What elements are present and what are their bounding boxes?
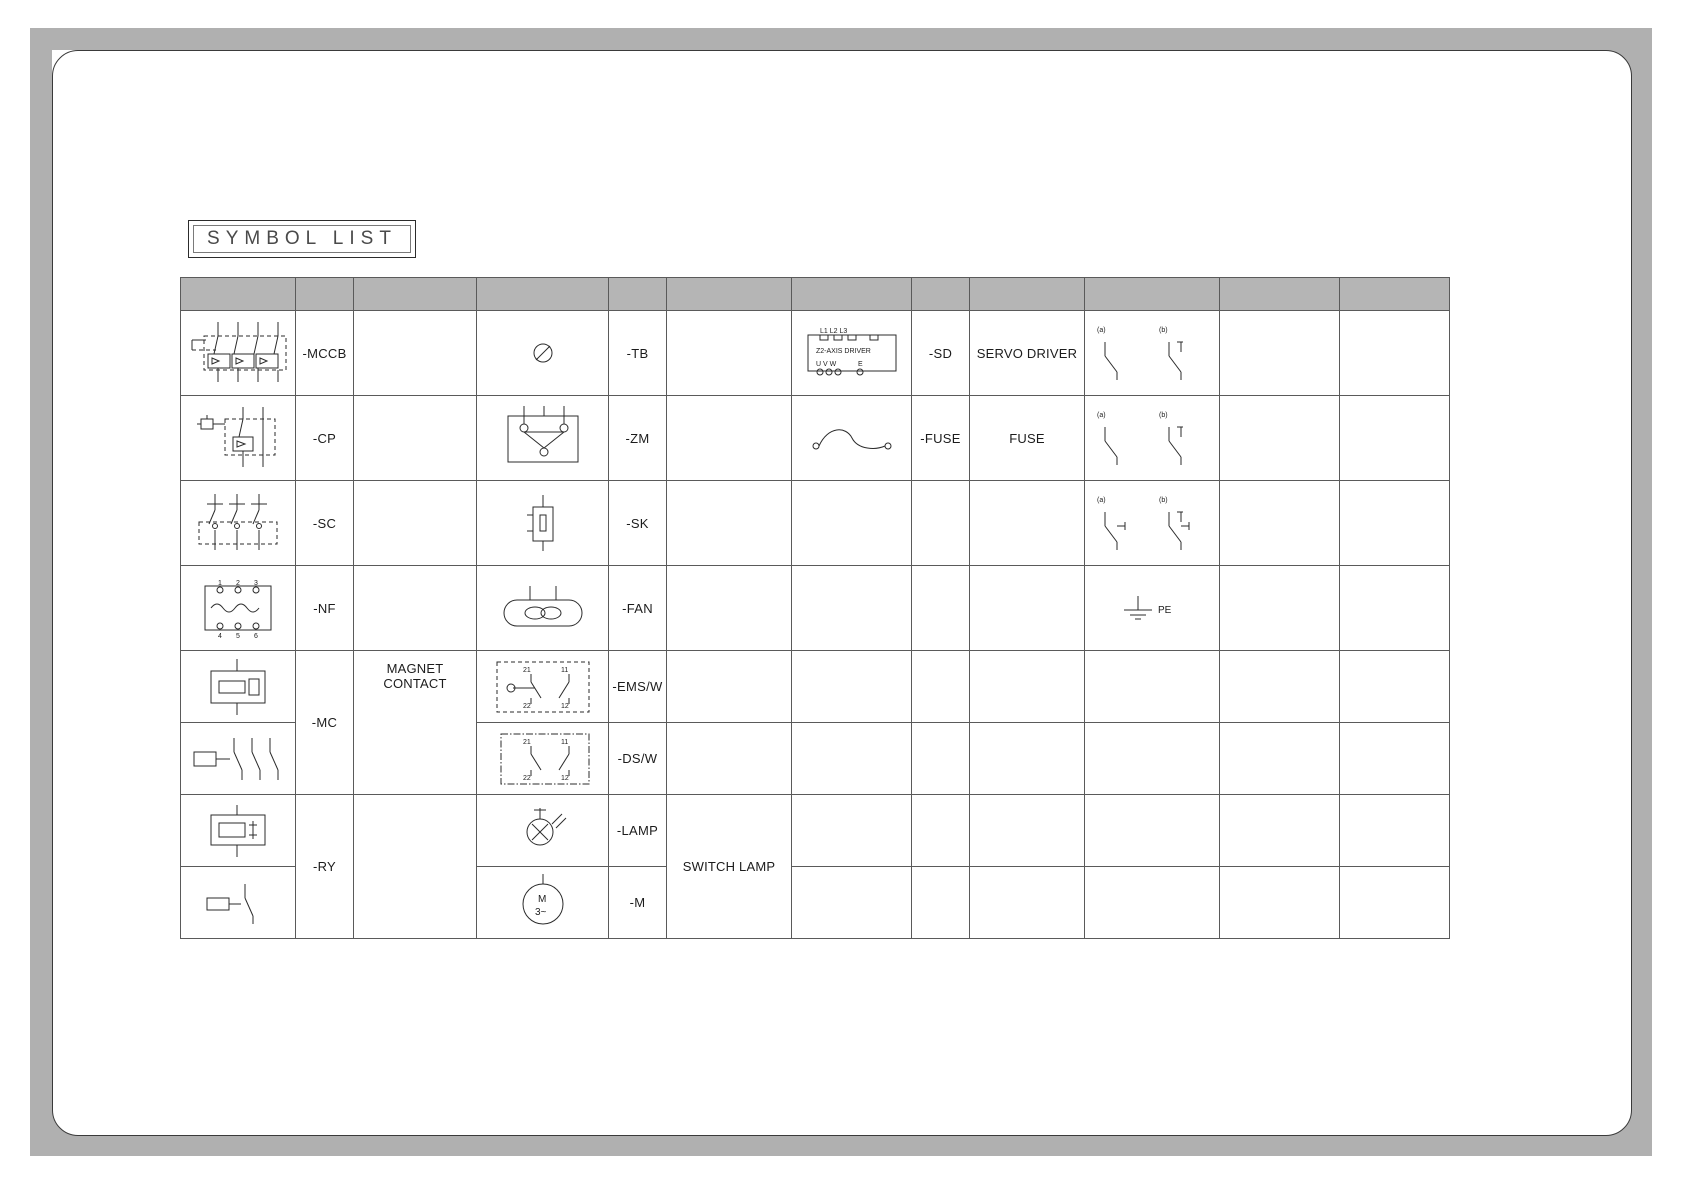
pe-earth-symbol [1085,588,1219,628]
contact-label-a: (a) [1097,497,1106,504]
nf-terminal-3: 3 [254,580,258,587]
symbol-cell-switch-contact-pair [1085,481,1220,566]
servo-terminal-labels-bottom: U V W [815,361,836,368]
header-cell-symbol-2 [477,278,609,311]
desc-cell-sk [667,481,792,566]
desc-cell-tb [667,311,792,396]
tag-cell-dsw: -DS/W [609,723,667,795]
symbol-cell-sk [477,481,609,566]
tag-cell-emsw: -EMS/W [609,651,667,723]
desc-cell-cp [354,396,477,481]
symbol-cell-motor [477,867,609,939]
desc-cell4-r8 [1220,867,1340,939]
magnet-contactor-contacts-symbol [181,730,295,788]
relay-contact-symbol [181,878,295,928]
symbol-cell-empty4-r7 [1085,795,1220,867]
desc-cell-fuse: FUSE [970,396,1085,481]
frame-band-top [30,28,1652,50]
header-cell-symbol-3 [792,278,912,311]
symbol-cell-empty4-r8 [1085,867,1220,939]
table-row [181,481,1450,566]
symbol-cell-empty-r7 [792,795,912,867]
tag-cell-cp: -CP [296,396,354,481]
symbol-cell-zm [477,396,609,481]
header-cell-tag-3 [912,278,970,311]
tag-cell-empty-r7 [912,795,970,867]
table-row [181,566,1450,651]
tag-cell-empty-r3 [912,481,970,566]
header-cell-desc-2 [667,278,792,311]
table-row [181,396,1450,481]
desc-cell4-r6 [1220,723,1340,795]
magnet-contactor-coil-symbol [181,657,295,717]
tag-cell-lamp: -LAMP [609,795,667,867]
desc-cell-mc: MAGNET CONTACT [354,651,477,795]
header-cell-symbol-1 [181,278,296,311]
pe-label: PE [1158,605,1172,616]
terminal-22: 22 [522,774,531,782]
last-cell-row-2 [1340,396,1450,481]
symbol-list-table [180,277,1450,939]
desc-cell4-r5 [1220,651,1340,723]
header-cell-desc-4 [1220,278,1340,311]
page-title-badge [188,220,416,258]
relay-coil-symbol [181,803,295,859]
desc-cell-dsw [667,723,792,795]
last-cell-row-5 [1340,651,1450,723]
mccb-symbol [181,320,295,386]
symbol-cell-fan [477,566,609,651]
switch-lamp-symbol [477,802,608,860]
table-row [181,651,1450,723]
servo-terminal-label-e: E [857,361,863,368]
last-cell-row-1 [1340,311,1450,396]
symbol-cell-nf [181,566,296,651]
desc-cell-ry [354,795,477,939]
nf-terminal-1: 1 [218,580,222,587]
nf-terminal-5: 5 [236,633,240,640]
symbol-cell-mccb [181,311,296,396]
switch-contact-pair-a-b-symbol [1085,492,1219,554]
desc-cell-empty-r3 [970,481,1085,566]
fuse-symbol [792,420,911,456]
tag-cell-sd: -SD [912,311,970,396]
last-cell-row-3 [1340,481,1450,566]
frame-band-bottom [30,1134,1652,1156]
header-cell-tag-2 [609,278,667,311]
terminal-22: 22 [522,702,531,710]
table-row [181,311,1450,396]
tag-cell-fan: -FAN [609,566,667,651]
header-cell-desc-1 [354,278,477,311]
motor-3phase-symbol [477,872,608,934]
tag-cell-nf: -NF [296,566,354,651]
table-header-row [181,278,1450,311]
motor-phase-label: 3~ [534,906,546,918]
page-title-inner-border [193,225,411,253]
symbol-cell-ds-w [477,723,609,795]
symbol-cell-lamp [477,795,609,867]
tag-cell-sc: -SC [296,481,354,566]
terminal-11: 11 [560,666,568,674]
fan-symbol [477,584,608,632]
servo-driver-symbol [792,325,911,381]
cp-breaker-symbol [181,405,295,471]
contact-pair-a-b-symbol [1085,407,1219,469]
symbol-cell-contact-pair-1 [1085,311,1220,396]
tag-cell-empty-r5 [912,651,970,723]
sk-socket-symbol [477,493,608,553]
sc-symbol [181,492,295,554]
contact-label-b: (b) [1159,412,1168,419]
zm-transformer-symbol [477,404,608,472]
symbol-cell-empty-r6 [792,723,912,795]
contact-pair-a-b-symbol [1085,322,1219,384]
terminal-21: 21 [522,666,531,674]
tag-cell-fuse: -FUSE [912,396,970,481]
frame-band-right [1630,28,1652,1156]
symbol-cell-mc-contacts [181,723,296,795]
desc-cell-switch-lamp: SWITCH LAMP [667,795,792,939]
tag-cell-empty-r4 [912,566,970,651]
terminal-12: 12 [560,702,569,710]
desc-cell-contact-2 [1220,396,1340,481]
desc-cell-sc [354,481,477,566]
tag-cell-empty-r6 [912,723,970,795]
symbol-cell-pe-earth [1085,566,1220,651]
desc-cell-empty-r6 [970,723,1085,795]
tag-cell-sk: -SK [609,481,667,566]
header-cell-tag-1 [296,278,354,311]
desc-cell-contact-1 [1220,311,1340,396]
symbol-cell-tb [477,311,609,396]
table-row [181,795,1450,867]
tag-cell-mc: -MC [296,651,354,795]
contact-label-b: (b) [1159,327,1168,334]
servo-driver-name: Z2-AXIS DRIVER [815,348,871,355]
door-switch-symbol [477,726,608,792]
symbol-cell-empty4-r6 [1085,723,1220,795]
tag-cell-mccb: -MCCB [296,311,354,396]
desc-cell-zm [667,396,792,481]
desc-cell-contact-3 [1220,481,1340,566]
header-cell-desc-3 [970,278,1085,311]
servo-terminal-labels-top: L1 L2 L3 [819,328,847,335]
symbol-cell-empty4-r5 [1085,651,1220,723]
desc-cell-nf [354,566,477,651]
desc-cell-emsw [667,651,792,723]
emergency-stop-switch-symbol [477,654,608,720]
symbol-cell-fuse [792,396,912,481]
motor-label: M [537,893,546,905]
last-cell-row-6 [1340,723,1450,795]
terminal-block-symbol [477,333,608,373]
last-cell-row-4 [1340,566,1450,651]
nf-terminal-6: 6 [254,633,258,640]
symbol-cell-servo-driver [792,311,912,396]
nf-noise-filter-symbol [181,576,295,640]
terminal-21: 21 [522,738,531,746]
symbol-cell-empty-r5 [792,651,912,723]
terminal-11: 11 [560,738,568,746]
tag-cell-motor: -M [609,867,667,939]
symbol-cell-empty-r8 [792,867,912,939]
desc-cell-empty-r5 [970,651,1085,723]
desc-cell-fan [667,566,792,651]
tag-cell-zm: -ZM [609,396,667,481]
terminal-12: 12 [560,774,569,782]
symbol-cell-mc-coil [181,651,296,723]
desc-cell-empty-r7 [970,795,1085,867]
desc-cell-sd: SERVO DRIVER [970,311,1085,396]
tag-cell-ry: -RY [296,795,354,939]
symbol-cell-empty-r3 [792,481,912,566]
nf-terminal-2: 2 [236,580,240,587]
symbol-cell-empty-r4 [792,566,912,651]
last-cell-row-7 [1340,795,1450,867]
header-cell-last [1340,278,1450,311]
nf-terminal-4: 4 [218,633,222,640]
symbol-cell-cp [181,396,296,481]
contact-label-a: (a) [1097,327,1106,334]
desc-cell-empty-r4 [970,566,1085,651]
tag-cell-empty-r8 [912,867,970,939]
desc-cell-empty-r8 [970,867,1085,939]
contact-label-a: (a) [1097,412,1106,419]
tag-cell-tb: -TB [609,311,667,396]
frame-band-left [30,28,52,1156]
symbol-cell-sc [181,481,296,566]
desc-cell-mccb [354,311,477,396]
header-cell-symbol-4 [1085,278,1220,311]
contact-label-b: (b) [1159,497,1168,504]
symbol-cell-ry-coil [181,795,296,867]
symbol-cell-ry-contact [181,867,296,939]
desc-cell-pe [1220,566,1340,651]
symbol-cell-contact-pair-2 [1085,396,1220,481]
last-cell-row-8 [1340,867,1450,939]
symbol-cell-ems-w [477,651,609,723]
page-title: SYMBOL LIST [207,228,397,249]
desc-cell4-r7 [1220,795,1340,867]
